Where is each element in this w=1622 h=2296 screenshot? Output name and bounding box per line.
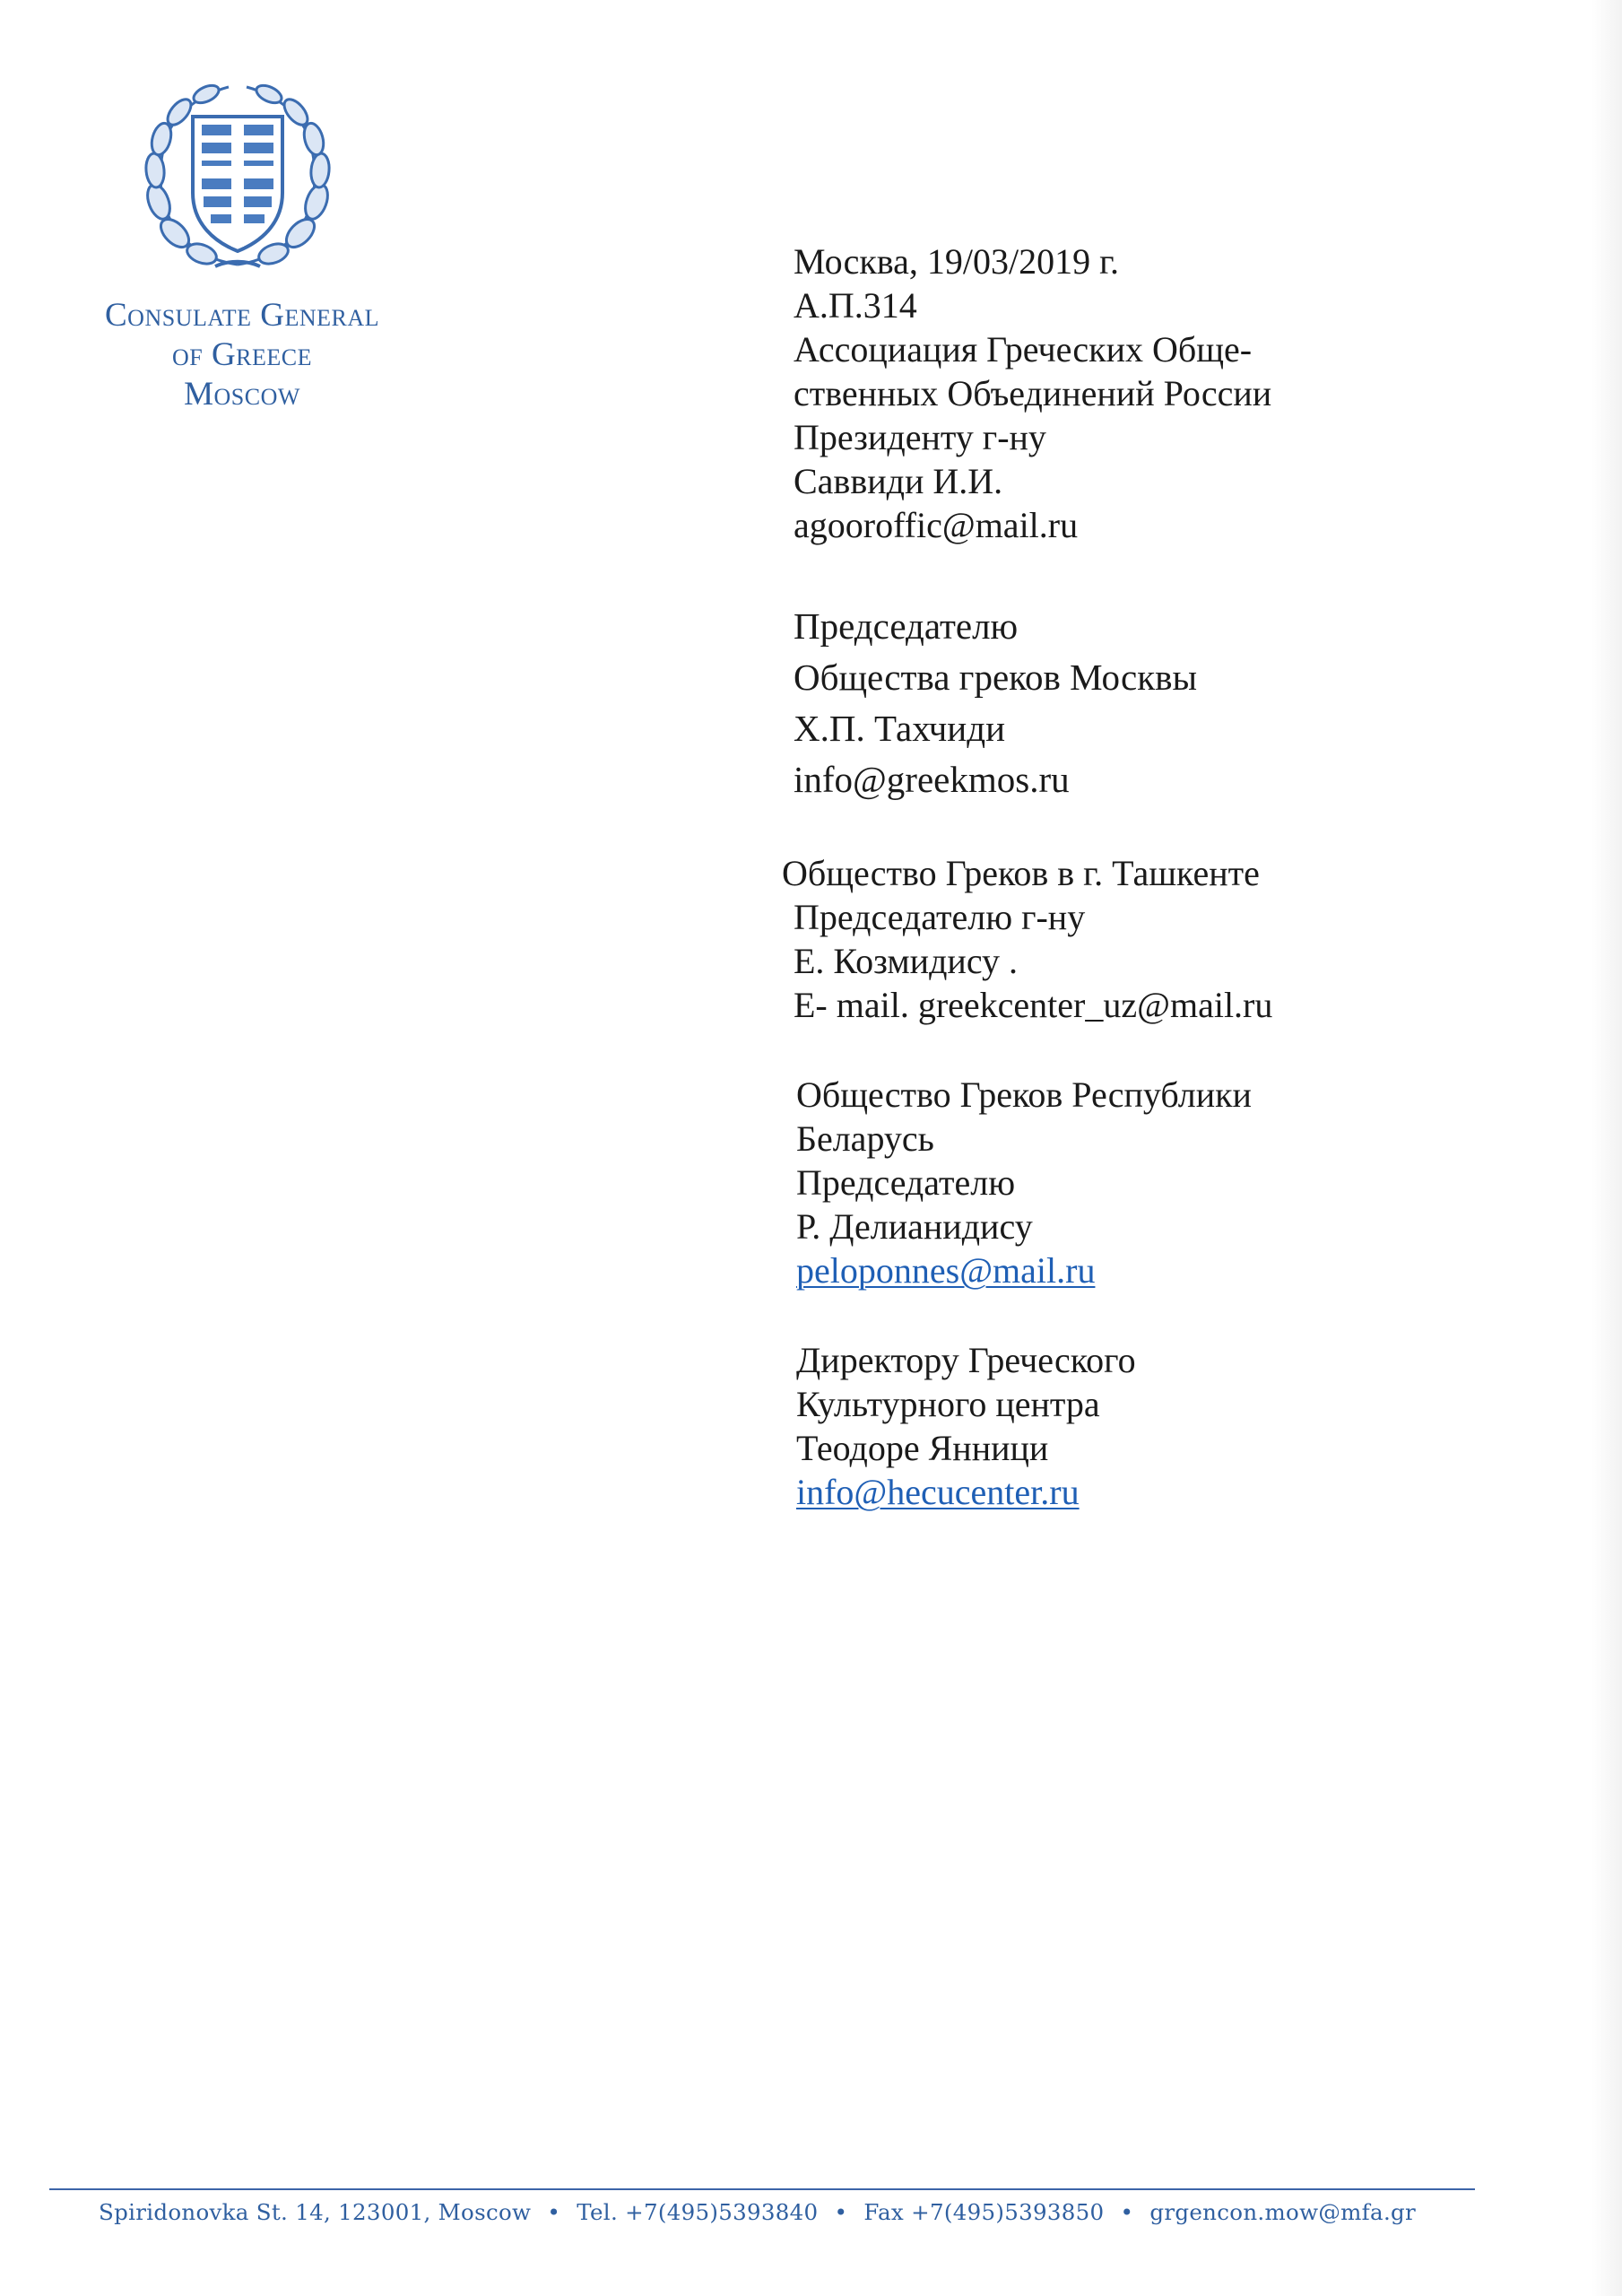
recipient-3-line-2: Председателю г-ну <box>794 897 1086 937</box>
recipient-2-line-3: Х.П. Тахчиди <box>794 708 1006 749</box>
recipient-5-line-3: Теодоре Янници <box>796 1428 1049 1468</box>
recipient-4-line-4: Р. Делианидису <box>796 1206 1033 1247</box>
recipient-1-email: agooroffic@mail.ru <box>794 505 1079 545</box>
page-edge-shadow <box>1592 0 1622 2296</box>
recipient-2-email: info@greekmos.ru <box>794 759 1070 800</box>
recipient-2-line-1: Председателю <box>794 605 1019 647</box>
consulate-name <box>54 296 430 414</box>
recipient-1-line-2: ственных Объединений России <box>794 373 1272 413</box>
consulate-name-line-1: Consulate General <box>104 297 380 334</box>
footer-separator: • <box>834 2199 848 2225</box>
footer-separator: • <box>547 2199 561 2225</box>
footer-divider <box>49 2188 1475 2190</box>
footer-separator: • <box>1120 2199 1134 2225</box>
recipient-3-line-1: Общество Греков в г. Ташкенте <box>782 853 1260 893</box>
recipient-1-line-3: Президенту г-ну <box>794 417 1046 457</box>
footer-tel: Tel. +7(495)5393840 <box>577 2199 819 2225</box>
recipient-4-email-link[interactable]: peloponnes@mail.ru <box>796 1250 1096 1291</box>
recipient-4-line-1: Общество Греков Республики <box>796 1074 1252 1115</box>
consulate-name-line-2: of Greece <box>171 336 313 373</box>
footer-address: Spiridonovka St. 14, 123001, Moscow <box>99 2199 532 2225</box>
recipient-1-line-4: Саввиди И.И. <box>794 461 1003 501</box>
footer-fax: Fax +7(495)5393850 <box>863 2199 1105 2225</box>
recipient-5-email-link[interactable]: info@hecucenter.ru <box>796 1472 1080 1512</box>
recipient-4-line-3: Председателю <box>796 1162 1016 1203</box>
greek-coat-of-arms-emblem <box>130 67 345 283</box>
recipient-5-line-2: Культурного центра <box>796 1384 1100 1424</box>
place-date: Москва, 19/03/2019 г. <box>794 241 1119 282</box>
recipient-3-email: E- mail. greekcenter_uz@mail.ru <box>794 985 1273 1025</box>
recipient-3-line-3: Е. Козмидису . <box>794 941 1019 981</box>
reference-number: А.П.314 <box>794 285 917 326</box>
consulate-name-line-3: Moscow <box>184 376 300 413</box>
footer-email[interactable]: grgencon.mow@mfa.gr <box>1149 2199 1417 2225</box>
footer-contact-line <box>99 2197 1444 2228</box>
recipient-5-line-1: Директору Греческого <box>796 1340 1136 1380</box>
recipient-4-line-2: Беларусь <box>796 1118 934 1159</box>
recipient-1-line-1: Ассоциация Греческих Обще- <box>794 329 1253 370</box>
recipient-2-line-2: Общества греков Москвы <box>794 657 1198 698</box>
